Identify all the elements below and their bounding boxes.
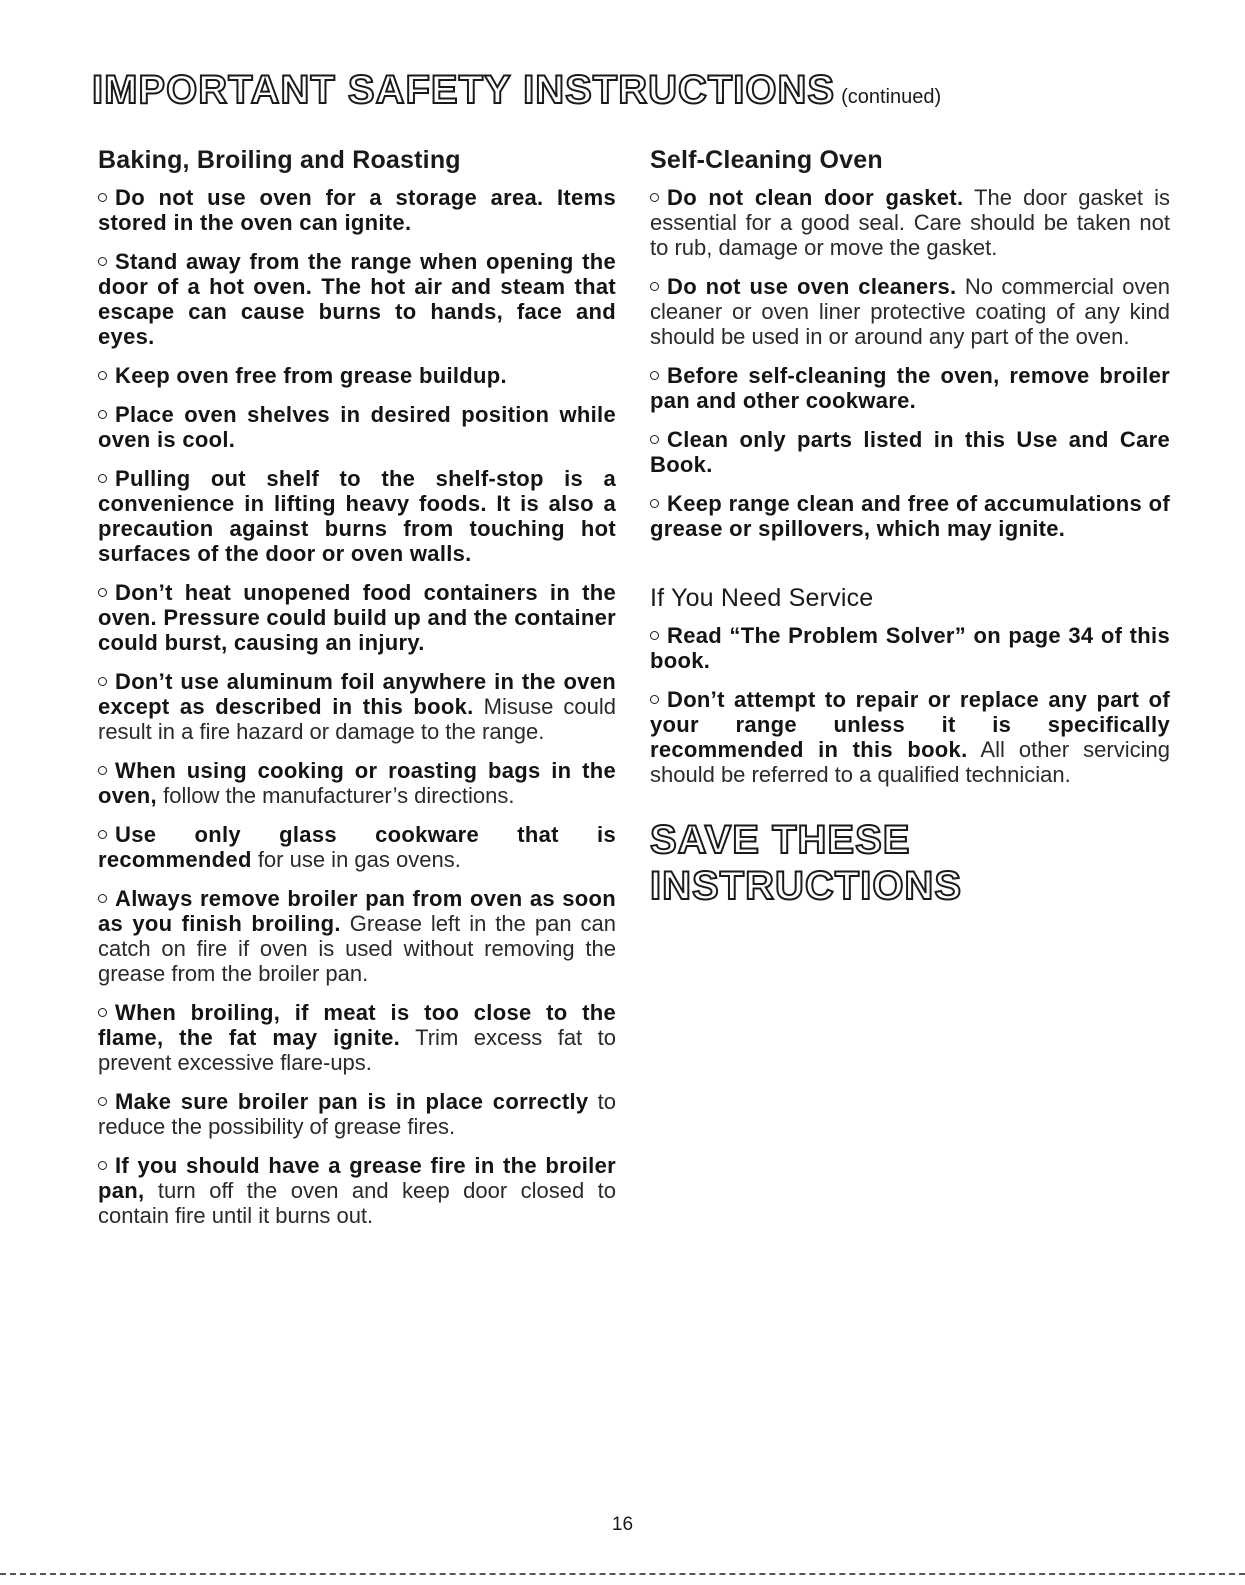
instruction-item (650, 274, 1170, 349)
instruction-bold-text: Do not use oven cleaners. (667, 274, 957, 299)
section-heading-baking: Baking, Broiling and Roasting (98, 146, 461, 174)
instruction-bold-text: Before self-cleaning the oven, remove broiler pan and other cookware. (650, 363, 1170, 413)
instruction-detail-text: Grease left in the pan can catch on fire if oven is used without removing the grease from the broiler pan. (98, 911, 616, 986)
instruction-item (98, 822, 616, 872)
bullet-icon (98, 1008, 107, 1017)
bullet-icon (650, 371, 659, 380)
bullet-icon (98, 410, 107, 419)
instruction-list (650, 185, 1170, 541)
bullet-icon (650, 695, 659, 704)
instruction-bold-text: Stand away from the range when opening the door of a hot oven. The hot air and steam that escape can cause burns to hands, face and eyes. (98, 249, 616, 349)
bullet-icon (98, 257, 107, 266)
save-line-2: INSTRUCTIONS (650, 864, 962, 908)
bullet-icon (650, 435, 659, 444)
instruction-bold-text: Don’t heat unopened food containers in the oven. Pressure could build up and the container could burst, causing an injury. (98, 580, 616, 655)
bullet-icon (98, 1097, 107, 1106)
instruction-item (650, 687, 1170, 787)
instruction-bold-text: Read “The Problem Solver” on page 34 of this book. (650, 623, 1170, 673)
bullet-icon (650, 282, 659, 291)
bullet-icon (98, 766, 107, 775)
instruction-item (650, 185, 1170, 260)
instruction-detail-text: All other servicing should be referred to a qualified technician. (650, 737, 1170, 787)
bullet-icon (98, 1161, 107, 1170)
save-line-1: SAVE THESE (650, 818, 911, 862)
instruction-bold-text: Keep range clean and free of accumulations of grease or spillovers, which may ignite. (650, 491, 1170, 541)
instruction-item (98, 886, 616, 986)
section-heading-service: If You Need Service (650, 584, 874, 612)
bullet-icon (650, 631, 659, 640)
instruction-bold-text: Use only glass cookware that is recommended (98, 822, 616, 872)
bullet-icon (650, 499, 659, 508)
instruction-item (98, 580, 616, 655)
save-instructions-banner (650, 817, 1170, 909)
page-number: 16 (611, 1514, 634, 1535)
instruction-item (650, 363, 1170, 413)
instruction-detail-text: No commercial oven cleaner or oven liner protective coating of any kind should be used in or around any part of the oven. (650, 274, 1170, 349)
instruction-item (98, 669, 616, 744)
instruction-list (98, 185, 616, 1228)
bullet-icon (98, 894, 107, 903)
instruction-item (98, 363, 616, 388)
instruction-bold-text: When using cooking or roasting bags in the oven, (98, 758, 616, 808)
instruction-detail-text: Trim excess fat to prevent excessive flare-ups. (98, 1025, 616, 1075)
instruction-item (98, 185, 616, 235)
instruction-item (650, 623, 1170, 673)
instruction-detail-text: follow the manufacturer’s directions. (163, 783, 515, 808)
instruction-item (98, 466, 616, 566)
bullet-icon (98, 677, 107, 686)
instruction-bold-text: Always remove broiler pan from oven as soon as you finish broiling. (98, 886, 616, 936)
instruction-bold-text: When broiling, if meat is too close to the flame, the fat may ignite. (98, 1000, 616, 1050)
instruction-bold-text: Pulling out shelf to the shelf-stop is a convenience in lifting heavy foods. It is also a precaution against burns from touching hot surfaces of the door or oven walls. (98, 466, 616, 566)
instruction-bold-text: Don’t attempt to repair or replace any part of your range unless it is specifically recommended in this book. (650, 687, 1170, 762)
instruction-bold-text: Do not clean door gasket. (667, 185, 964, 210)
instruction-item (98, 1089, 616, 1139)
bullet-icon (98, 193, 107, 202)
page-title-suffix: (continued) (841, 86, 942, 108)
instruction-bold-text: Do not use oven for a storage area. Items stored in the oven can ignite. (98, 185, 616, 235)
instruction-bold-text: Keep oven free from grease buildup. (115, 363, 507, 388)
instruction-bold-text: Make sure broiler pan is in place correctly (115, 1089, 589, 1114)
section-heading-self-cleaning: Self-Cleaning Oven (650, 146, 883, 174)
instruction-detail-text: for use in gas ovens. (257, 847, 461, 872)
page-title (92, 68, 941, 119)
instruction-bold-text: Don’t use aluminum foil anywhere in the oven except as described in this book. (98, 669, 616, 719)
instruction-item (98, 1000, 616, 1075)
instruction-detail-text: to reduce the possibility of grease fires. (98, 1089, 616, 1139)
instruction-item (98, 1153, 616, 1228)
bottom-divider (0, 1573, 1245, 1575)
instruction-item (98, 249, 616, 349)
instruction-detail-text: The door gasket is essential for a good seal. Care should be taken not to rub, damage or move the gasket. (650, 185, 1171, 260)
bullet-icon (98, 588, 107, 597)
instruction-detail-text: turn off the oven and keep door closed to contain fire until it burns out. (98, 1178, 616, 1228)
instruction-item (650, 427, 1170, 477)
left-column (98, 143, 616, 1242)
bullet-icon (650, 193, 659, 202)
instruction-item (98, 402, 616, 452)
page-title-main: IMPORTANT SAFETY INSTRUCTIONS (92, 68, 836, 112)
instruction-bold-text: Clean only parts listed in this Use and Care Book. (650, 427, 1170, 477)
instruction-detail-text: Misuse could result in a fire hazard or damage to the range. (98, 694, 616, 744)
instruction-bold-text: If you should have a grease fire in the broiler pan, (98, 1153, 616, 1203)
right-column (650, 143, 1170, 909)
bullet-icon (98, 830, 107, 839)
instruction-item (650, 491, 1170, 541)
bullet-icon (98, 474, 107, 483)
instruction-item (98, 758, 616, 808)
bullet-icon (98, 371, 107, 380)
instruction-list (650, 623, 1170, 787)
instruction-bold-text: Place oven shelves in desired position while oven is cool. (98, 402, 616, 452)
